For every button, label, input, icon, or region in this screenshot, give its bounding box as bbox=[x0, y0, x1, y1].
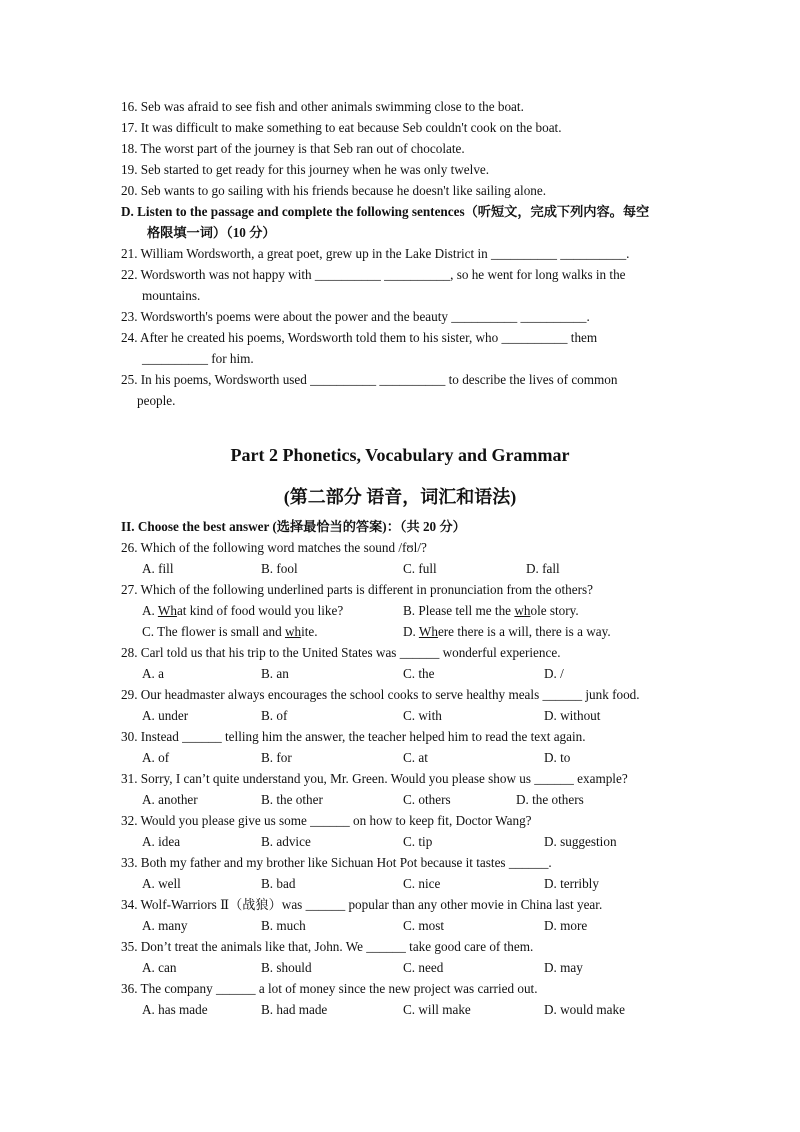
option-b: B. Please tell me the whole story. bbox=[403, 603, 579, 618]
option-a: A. idea bbox=[142, 834, 181, 849]
option-c: C. at bbox=[403, 750, 428, 765]
option-a: A. of bbox=[142, 750, 170, 765]
option-d: D. without bbox=[544, 708, 601, 723]
question-32: 32. Would you please give us some ______ on how to keep fit, Doctor Wang? bbox=[121, 813, 532, 828]
option-b: B. the other bbox=[261, 792, 323, 807]
underlined-part: wh bbox=[514, 603, 531, 618]
option-b: B. of bbox=[261, 708, 288, 723]
item-text: It was difficult to make something to eat because Seb couldn't cook on the boat. bbox=[140, 120, 562, 135]
item-19 bbox=[121, 162, 489, 178]
option-d: D. more bbox=[544, 918, 588, 933]
item-text: The worst part of the journey is that Seb ran out of chocolate. bbox=[140, 141, 465, 156]
option-c: C. others bbox=[403, 792, 451, 807]
option-d: D. suggestion bbox=[544, 834, 617, 849]
item-text: Seb wants to go sailing with his friends because he doesn't like sailing alone. bbox=[140, 183, 547, 198]
option-c: C. full bbox=[403, 561, 437, 576]
option-b: B. for bbox=[261, 750, 292, 765]
item-number: 20. bbox=[121, 183, 138, 198]
item-number: 18. bbox=[121, 141, 138, 156]
item-25: 25. In his poems, Wordsworth used __________ __________ to describe the lives of common bbox=[121, 372, 618, 387]
option-a: A. has made bbox=[142, 1002, 208, 1017]
question-35: 35. Don’t treat the animals like that, John. We ______ take good care of them. bbox=[121, 939, 534, 954]
item-21: 21. William Wordsworth, a great poet, grew up in the Lake District in __________ __________. bbox=[121, 246, 630, 261]
item-20 bbox=[121, 183, 546, 199]
underlined-part: Wh bbox=[418, 624, 438, 639]
item-24: 24. After he created his poems, Wordsworth told them to his sister, who __________ them bbox=[121, 330, 598, 345]
question-31: 31. Sorry, I can’t quite understand you, Mr. Green. Would you please show us ______ example? bbox=[121, 771, 628, 786]
option-b: B. advice bbox=[261, 834, 311, 849]
question-29: 29. Our headmaster always encourages the school cooks to serve healthy meals ______ junk food. bbox=[121, 687, 640, 702]
item-16 bbox=[121, 99, 524, 115]
item-17 bbox=[121, 120, 562, 136]
option-d: D. terribly bbox=[544, 876, 599, 891]
section-d-title-cont: 格限填一词）（10 分） bbox=[147, 225, 276, 240]
question-28: 28. Carl told us that his trip to the United States was ______ wonderful experience. bbox=[121, 645, 561, 660]
item-text: Seb was afraid to see fish and other animals swimming close to the boat. bbox=[140, 99, 524, 114]
section-d-title: D. Listen to the passage and complete the following sentences（听短文，完成下列内容。每空 bbox=[121, 204, 650, 219]
option-b: B. fool bbox=[261, 561, 298, 576]
option-c: C. with bbox=[403, 708, 442, 723]
option-a: A. can bbox=[142, 960, 177, 975]
option-b: B. much bbox=[261, 918, 306, 933]
option-c: C. most bbox=[403, 918, 445, 933]
option-b: B. an bbox=[261, 666, 289, 681]
option-d: D. Where there is a will, there is a way. bbox=[403, 624, 611, 639]
item-number: 19. bbox=[121, 162, 138, 177]
option-a: A. fill bbox=[142, 561, 174, 576]
option-c: C. need bbox=[403, 960, 444, 975]
item-22-cont: mountains. bbox=[142, 288, 201, 303]
question-30: 30. Instead ______ telling him the answer, the teacher helped him to read the text again. bbox=[121, 729, 586, 744]
option-d: D. fall bbox=[526, 561, 560, 576]
option-b: B. should bbox=[261, 960, 312, 975]
option-c: C. will make bbox=[403, 1002, 471, 1017]
option-d: D. would make bbox=[544, 1002, 625, 1017]
part2-subtitle: (第二部分 语音，词汇和语法) bbox=[283, 487, 517, 507]
option-a: A. many bbox=[142, 918, 188, 933]
item-text: Seb started to get ready for this journey when he was only twelve. bbox=[140, 162, 490, 177]
option-c: C. The flower is small and white. bbox=[142, 624, 318, 639]
question-34: 34. Wolf-Warriors Ⅱ（战狼）was ______ popular than any other movie in China last year. bbox=[121, 897, 603, 912]
option-b: B. bad bbox=[261, 876, 296, 891]
option-c: C. tip bbox=[403, 834, 433, 849]
item-number: 16. bbox=[121, 99, 138, 114]
item-24-cont: __________ for him. bbox=[142, 351, 254, 366]
option-d: D. to bbox=[544, 750, 571, 765]
question-36: 36. The company ______ a lot of money since the new project was carried out. bbox=[121, 981, 538, 996]
item-25-cont: people. bbox=[137, 393, 176, 408]
option-d: D. the others bbox=[516, 792, 584, 807]
item-23: 23. Wordsworth's poems were about the power and the beauty __________ __________. bbox=[121, 309, 590, 324]
option-b: B. had made bbox=[261, 1002, 328, 1017]
option-d: D. may bbox=[544, 960, 583, 975]
part2-title: Part 2 Phonetics, Vocabulary and Grammar bbox=[230, 445, 570, 465]
question-26: 26. Which of the following word matches the sound /fʊl/? bbox=[121, 540, 427, 555]
option-a: A. What kind of food would you like? bbox=[142, 603, 344, 618]
section-ii-label: II. Choose the best answer (选择最恰当的答案)：（共 20 分） bbox=[121, 519, 466, 534]
underlined-part: Wh bbox=[157, 603, 177, 618]
underlined-part: wh bbox=[284, 624, 302, 639]
question-33: 33. Both my father and my brother like Sichuan Hot Pot because it tastes ______. bbox=[121, 855, 552, 870]
option-c: C. the bbox=[403, 666, 435, 681]
item-22: 22. Wordsworth was not happy with __________ __________, so he went for long walks in the bbox=[121, 267, 626, 282]
option-a: A. another bbox=[142, 792, 198, 807]
item-number: 17. bbox=[121, 120, 138, 135]
option-c: C. nice bbox=[403, 876, 441, 891]
option-a: A. well bbox=[142, 876, 181, 891]
item-18 bbox=[121, 141, 465, 157]
option-a: A. under bbox=[142, 708, 189, 723]
option-a: A. a bbox=[142, 666, 164, 681]
question-27: 27. Which of the following underlined parts is different in pronunciation from the others? bbox=[121, 582, 593, 597]
option-d: D. / bbox=[544, 666, 564, 681]
